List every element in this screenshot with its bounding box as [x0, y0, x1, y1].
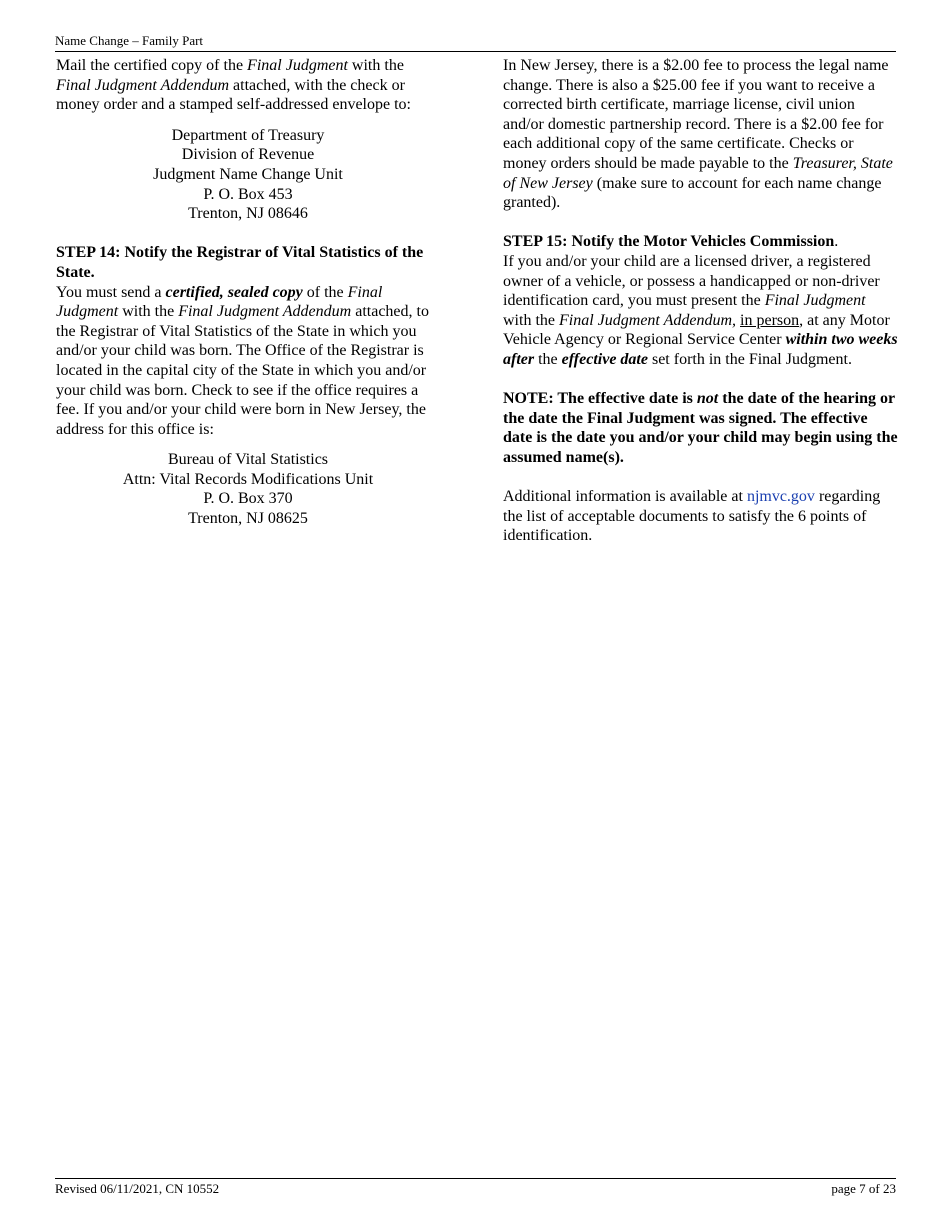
text: , at any Motor Vehicle Agency or Regional Service Center [503, 311, 890, 349]
text: (make sure to account for each name change granted). [503, 174, 882, 212]
text: Treasurer, State of New Jersey [503, 154, 893, 192]
step-15-heading: STEP 15: Notify the Motor Vehicles Commission [503, 233, 835, 251]
text: If you and/or your child are a licensed driver, a registered owner of a vehicle, or possess a handicapped or non-driver identification card, you must present the [503, 252, 880, 310]
vital-statistics-address [56, 450, 440, 528]
text: with the [347, 57, 404, 74]
text: effective date [561, 350, 648, 368]
address-line: Trenton, NJ 08625 [188, 510, 308, 528]
page-footer [55, 1178, 896, 1197]
step-14-body [56, 283, 440, 440]
address-line: Trenton, NJ 08646 [188, 205, 308, 223]
mail-instructions [56, 56, 440, 115]
text: attached, with the check or money order and a stamped self-addressed envelope to: [56, 76, 411, 114]
text: Final Judgment [56, 283, 383, 321]
text: set forth in the Final Judgment. [647, 350, 852, 368]
step-15-section [503, 232, 898, 369]
text: Final Judgment Addendum, [559, 311, 737, 329]
text: In New Jersey, there is a $2.00 fee to process the legal name change. There is also a $25.00 fee if you want to receive a corrected birth certificate, marriage license, civil union and/or domestic partnership record. There is a $2.00 fee for each additional copy of the same certificate. Checks or money orders should be made payable to the [503, 57, 889, 172]
left-column [56, 56, 440, 529]
text: Additional information is available at [503, 488, 747, 506]
revision-info: Revised 06/11/2021, CN 10552 [55, 1181, 220, 1196]
text: of the [302, 283, 348, 301]
text: with the [118, 303, 179, 321]
page-header [55, 33, 896, 52]
effective-date-note [503, 389, 898, 467]
right-column [503, 56, 898, 546]
text: Final Judgment Addendum [56, 76, 230, 94]
address-line: Division of Revenue [181, 146, 315, 164]
text: . [834, 233, 839, 251]
header-title: Name Change – Family Part [55, 33, 204, 48]
text: certified, sealed copy [165, 283, 303, 301]
text: with the [503, 311, 559, 329]
njmvc-link[interactable]: njmvc.gov [746, 488, 815, 506]
text: NOTE: The effective date is [503, 390, 697, 408]
text: Final Judgment [764, 292, 866, 310]
text: regarding the list of acceptable documents to satisfy the 6 points of identification. [503, 488, 881, 545]
text: the date of the hearing or the date the Final Judgment was signed. The effective date is the date you and/or your child may begin using the assumed name(s). [503, 390, 898, 466]
text: You must send a [56, 283, 166, 301]
page-number: page 7 of 23 [831, 1181, 896, 1196]
step-14-heading: STEP 14: Notify the Registrar of Vital Statistics of the State. [56, 244, 424, 281]
address-line: P. O. Box 370 [203, 490, 293, 508]
address-line: Judgment Name Change Unit [153, 165, 343, 183]
address-line: P. O. Box 453 [203, 185, 293, 203]
fees-paragraph [503, 56, 898, 213]
text: not [696, 390, 719, 408]
text: within two weeks after [503, 331, 898, 368]
text: attached, to the Registrar of Vital Statistics of the State in which you and/or your child was born. The Office of the Registrar is located in the capital city of the State in which you and/or your child was born. Check to see if the office requires a fee. If you and/or your child were born in New Jersey, the address for this office is: [56, 303, 429, 438]
text: Final Judgment [247, 57, 348, 74]
text: Final Judgment Addendum [178, 303, 352, 321]
text: the [534, 350, 562, 368]
additional-info [503, 487, 898, 546]
address-line: Bureau of Vital Statistics [167, 451, 329, 469]
text: in person [740, 311, 800, 329]
text: Mail the certified copy of the [56, 57, 248, 74]
address-line: Attn: Vital Records Modifications Unit [122, 470, 374, 488]
address-line: Department of Treasury [171, 126, 325, 144]
treasury-address [56, 126, 440, 224]
